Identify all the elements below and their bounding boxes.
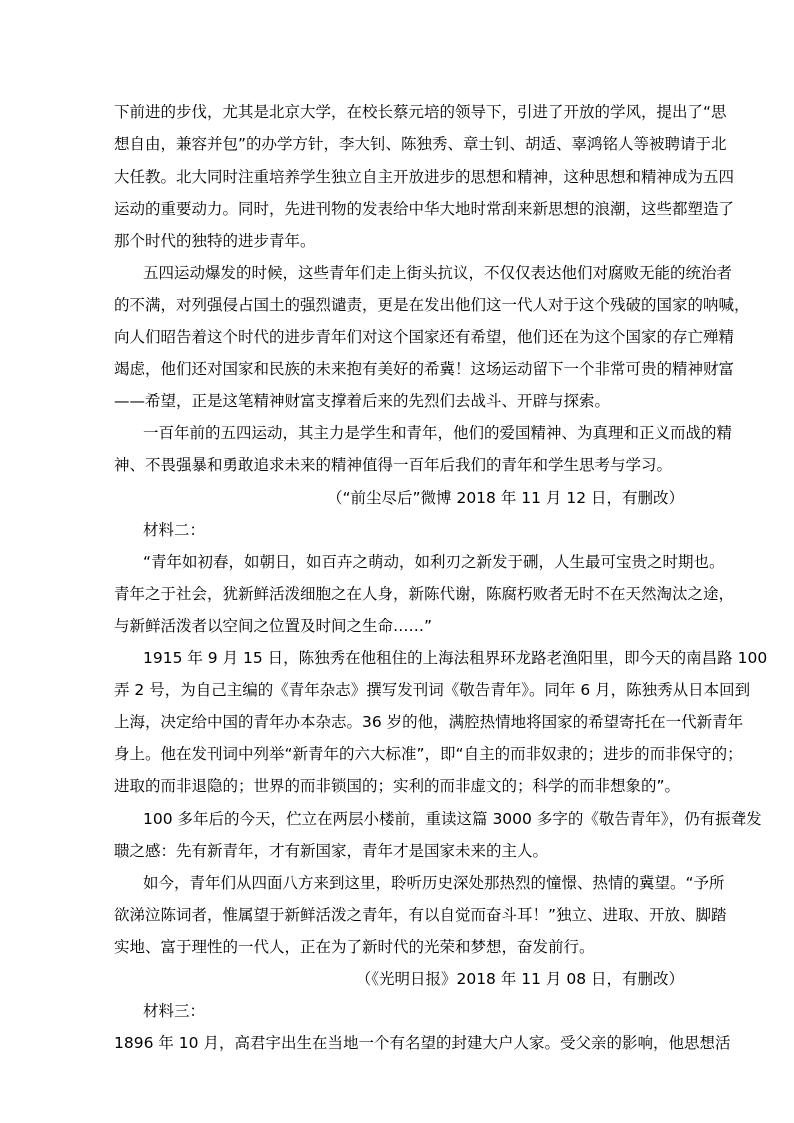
text-line: 实地、富于理性的一代人，正在为了新时代的光荣和梦想，奋发前行。: [114, 938, 595, 956]
source-citation: （“前尘尽后”微博 2018 年 11 月 12 日，有删改）: [326, 489, 684, 507]
text-line: 青年之于社会，犹新鲜活泼细胞之在人身，新陈代谢，陈腐朽败者无时不在天然淘汰之途，: [114, 585, 735, 603]
text-line: 下前进的步伐，尤其是北京大学，在校长蔡元培的领导下，引进了开放的学风，提出了“思: [114, 103, 727, 121]
paragraph-start-line: 一百年前的五四运动，其主力是学生和青年，他们的爱国精神、为真理和正义而战的精: [143, 424, 733, 442]
text-line: 进取的而非退隐的；世界的而非锁国的；实利的而非虚文的；科学的而非想象的”。: [114, 777, 681, 795]
paragraph-start-line: “青年如初春，如朝日，如百卉之萌动，如利刃之新发于硎，人生最可宝贵之时期也。: [143, 553, 725, 571]
section-heading: 材料三：: [143, 1002, 206, 1020]
paragraph-start-line: 1915 年 9 月 15 日，陈独秀在他租住的上海法租界环龙路老渔阳里，即今天的南昌路 100: [143, 649, 768, 667]
text-line: 的不满，对列强侵占国土的强烈谴责，更是在发出他们这一代人对于这个残破的国家的呐喊，: [114, 296, 750, 314]
text-line: ——希望，正是这笔精神财富支撑着后来的先烈们去战斗、开辟与探索。: [114, 392, 611, 410]
text-line: 想自由，兼容并包”的办学方针，李大钊、陈独秀、章士钊、胡适、辜鸿铭人等被聘请于北: [114, 135, 727, 153]
text-line: 身上。他在发刊词中列举“新青年的六大标准”，即“自主的而非奴隶的；进步的而非保守的；: [114, 745, 743, 763]
text-line: 弄 2 号，为自己主编的《青年杂志》撰写发刊词《敬告青年》。同年 6 月，陈独秀从日本回到: [114, 681, 751, 699]
section-heading: 材料二：: [143, 521, 206, 539]
paragraph-start-line: 五四运动爆发的时候，这些青年们走上街头抗议，不仅仅表达他们对腐败无能的统治者: [143, 264, 733, 282]
text-line: 神、不畏强暴和勇敢追求未来的精神值得一百年后我们的青年和学生思考与学习。: [114, 456, 673, 474]
text-line: 运动的重要动力。同时，先进刊物的发表给中华大地时常刮来新思想的浪潮，这些都塑造了: [114, 200, 735, 218]
text-line: 上海，决定给中国的青年办本杂志。36 岁的他，满腔热情地将国家的希望寄托在一代新青年: [114, 713, 744, 731]
text-line: 聩之感：先有新青年，才有新国家，青年才是国家未来的主人。: [114, 842, 549, 860]
source-citation: （《光明日报》2018 年 11 月 08 日，有删改）: [355, 970, 684, 988]
text-line: 1896 年 10 月，高君宇出生在当地一个有名望的封建大户人家。受父亲的影响，他思想活: [114, 1034, 731, 1052]
text-line: 那个时代的独特的进步青年。: [114, 232, 316, 250]
text-line: 欲涕泣陈词者，惟属望于新鲜活泼之青年，有以自觉而奋斗耳！”独立、进取、开放、脚踏: [114, 906, 727, 924]
text-line: 与新鲜活泼者以空间之位置及时间之生命……”: [114, 617, 433, 635]
text-line: 向人们昭告着这个时代的进步青年们对这个国家还有希望，他们还在为这个国家的存亡殚精: [114, 328, 735, 346]
text-line: 竭虑，他们还对国家和民族的未来抱有美好的希冀！这场运动留下一个非常可贵的精神财富: [114, 360, 735, 378]
paragraph-start-line: 100 多年后的今天，伫立在两层小楼前，重读这篇 3000 多字的《敬告青年》，仍有振聋发: [143, 810, 762, 828]
text-line: 大任教。北大同时注重培养学生独立自主开放进步的思想和精神，这种思想和精神成为五四: [114, 168, 735, 186]
paragraph-start-line: 如今，青年们从四面八方来到这里，聆听历史深处那热烈的憧憬、热情的冀望。“予所: [143, 874, 725, 892]
